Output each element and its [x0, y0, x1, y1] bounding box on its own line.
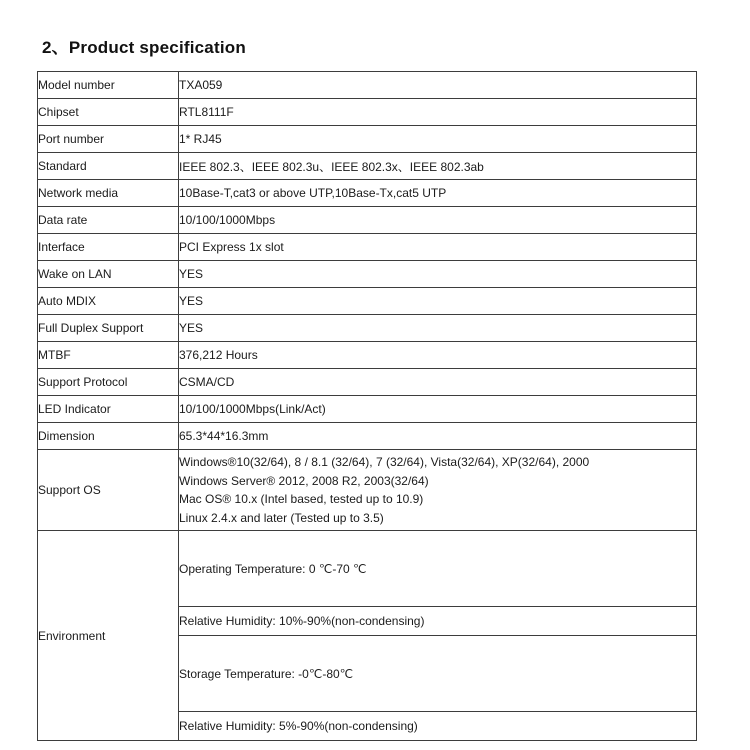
spec-label: MTBF	[38, 342, 179, 369]
table-row-environment	[38, 531, 697, 607]
spec-value: 376,212 Hours	[179, 342, 697, 369]
environment-item: Relative Humidity: 10%-90%(non-condensing)	[179, 607, 697, 636]
spec-label: Chipset	[38, 99, 179, 126]
spec-label: Support OS	[38, 450, 179, 531]
spec-label: Data rate	[38, 207, 179, 234]
spec-value: CSMA/CD	[179, 369, 697, 396]
page-title: 2、Product specification	[42, 38, 246, 57]
table-row-support-os	[38, 450, 697, 531]
spec-label: Port number	[38, 126, 179, 153]
table-row	[38, 72, 697, 99]
table-row	[38, 180, 697, 207]
spec-label: Interface	[38, 234, 179, 261]
spec-label: Auto MDIX	[38, 288, 179, 315]
spec-value: 1* RJ45	[179, 126, 697, 153]
spec-value: 10Base-T,cat3 or above UTP,10Base-Tx,cat5 UTP	[179, 180, 697, 207]
table-row	[38, 315, 697, 342]
table-row	[38, 369, 697, 396]
spec-value: RTL8111F	[179, 99, 697, 126]
spec-label: Dimension	[38, 423, 179, 450]
support-os-line: Windows Server® 2012, 2008 R2, 2003(32/64)	[179, 473, 429, 488]
spec-label: Network media	[38, 180, 179, 207]
spec-value: TXA059	[179, 72, 697, 99]
spec-label: Wake on LAN	[38, 261, 179, 288]
table-row	[38, 396, 697, 423]
spec-value: YES	[179, 288, 697, 315]
table-row	[38, 126, 697, 153]
support-os-line: Windows®10(32/64), 8 / 8.1 (32/64), 7 (32/64), Vista(32/64), XP(32/64), 2000	[179, 455, 590, 469]
table-row	[38, 423, 697, 450]
support-os-line: Mac OS® 10.x (Intel based, tested up to 10.9)	[179, 492, 424, 506]
spec-label: Support Protocol	[38, 369, 179, 396]
spec-label: Full Duplex Support	[38, 315, 179, 342]
table-row	[38, 261, 697, 288]
spec-label: Standard	[38, 153, 179, 180]
spec-table	[37, 71, 697, 741]
environment-item: Relative Humidity: 5%-90%(non-condensing)	[179, 712, 697, 741]
table-row	[38, 234, 697, 261]
spec-value: YES	[179, 315, 697, 342]
spec-label: LED Indicator	[38, 396, 179, 423]
spec-label: Model number	[38, 72, 179, 99]
table-row	[38, 288, 697, 315]
table-row	[38, 153, 697, 180]
spec-label-environment: Environment	[38, 531, 179, 741]
spec-value: 10/100/1000Mbps(Link/Act)	[179, 396, 697, 423]
table-row	[38, 207, 697, 234]
environment-item: Operating Temperature: 0 ℃-70 ℃	[179, 531, 697, 607]
environment-item: Storage Temperature: -0℃-80℃	[179, 636, 697, 712]
spec-value: PCI Express 1x slot	[179, 234, 697, 261]
support-os-lines	[179, 450, 696, 530]
spec-value: 10/100/1000Mbps	[179, 207, 697, 234]
spec-value-support-os	[179, 450, 697, 531]
table-row	[38, 99, 697, 126]
spec-value: 65.3*44*16.3mm	[179, 423, 697, 450]
spec-value: YES	[179, 261, 697, 288]
spec-value: IEEE 802.3、IEEE 802.3u、IEEE 802.3x、IEEE 802.3ab	[179, 153, 697, 180]
support-os-line: Linux 2.4.x and later (Tested up to 3.5)	[179, 510, 384, 525]
table-row	[38, 342, 697, 369]
